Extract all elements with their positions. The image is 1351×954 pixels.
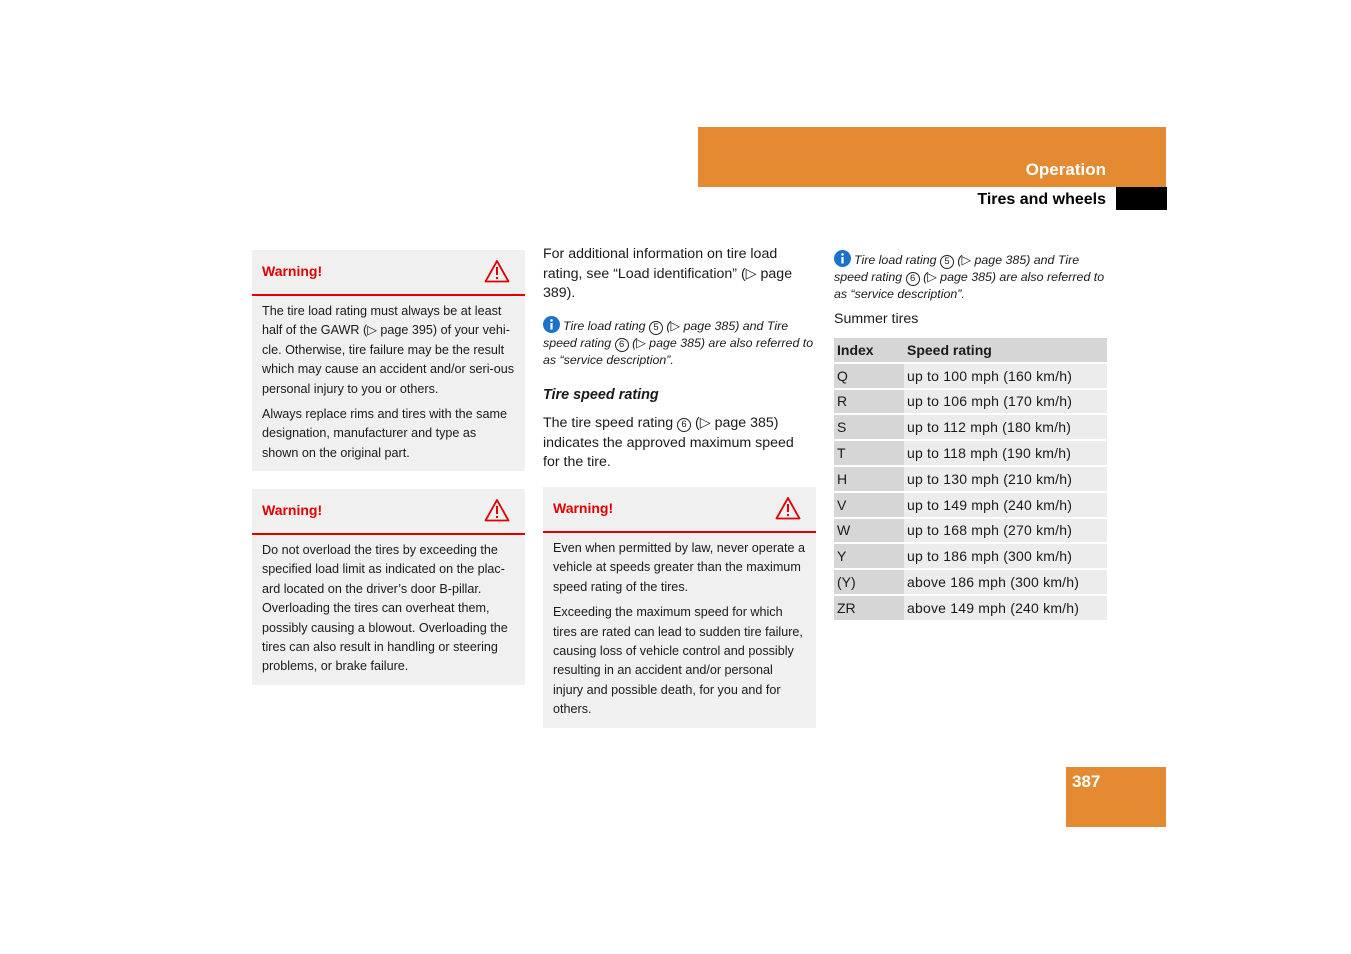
table-row xyxy=(834,441,1107,465)
index-cell: Q xyxy=(834,364,904,388)
warning-box-load-rating xyxy=(252,250,525,471)
warning-title: Warning! xyxy=(262,263,323,279)
subsection-title: Tires and wheels xyxy=(977,191,1106,208)
callout-number: 5 xyxy=(940,255,954,269)
index-cell: S xyxy=(834,415,904,439)
speed-cell: up to 168 mph (270 km/h) xyxy=(904,519,1107,543)
warning-body xyxy=(252,296,525,471)
speed-cell: up to 118 mph (190 km/h) xyxy=(904,441,1107,465)
table-row xyxy=(834,364,1107,388)
table-row xyxy=(834,390,1107,414)
warning-paragraph: Always replace rims and tires with the same designation, manufacturer and type as shown on the original part. xyxy=(262,407,507,460)
index-cell: V xyxy=(834,493,904,517)
speed-cell: up to 186 mph (300 km/h) xyxy=(904,544,1107,568)
warning-box-speed xyxy=(543,487,816,728)
warning-triangle-icon xyxy=(484,498,510,522)
index-cell: R xyxy=(834,390,904,414)
section-title: Operation xyxy=(1025,160,1106,179)
speed-cell: up to 130 mph (210 km/h) xyxy=(904,467,1107,491)
load-info-text: For additional information on tire load rating, see “Load identification” (▷ page 389). xyxy=(543,246,793,301)
speed-rating-table xyxy=(834,336,1107,622)
table-row xyxy=(834,596,1107,620)
info-note: Tire load rating 5 (▷ page 385) and Tire speed rating 6 (▷ page 385) are also referred to as “service description”. xyxy=(834,250,1106,303)
table-header-row xyxy=(834,338,1107,362)
speed-cell: up to 112 mph (180 km/h) xyxy=(904,415,1107,439)
index-cell: Y xyxy=(834,544,904,568)
table-caption: Summer tires xyxy=(834,311,919,327)
index-cell: (Y) xyxy=(834,570,904,594)
speed-cell: up to 106 mph (170 km/h) xyxy=(904,390,1107,414)
warning-paragraph: The tire load rating must always be at least half of the GAWR (▷ page 395) of your vehi-cle. Otherwise, tire failure may be the result which may cause an accident and/or seri-ous personal injury to you or others. xyxy=(262,304,515,396)
speed-cell: up to 149 mph (240 km/h) xyxy=(904,493,1107,517)
index-cell: H xyxy=(834,467,904,491)
info-note: Tire load rating 5 (▷ page 385) and Tire speed rating 6 (▷ page 385) are also referred to as “service description”. xyxy=(543,316,815,369)
warning-header xyxy=(252,250,525,296)
index-cell: ZR xyxy=(834,596,904,620)
warning-paragraph: Even when permitted by law, never operate a vehicle at speeds greater than the maximum speed rating of the tires. xyxy=(553,541,806,594)
index-cell: W xyxy=(834,519,904,543)
warning-header xyxy=(252,489,525,535)
table-row xyxy=(834,544,1107,568)
table-row xyxy=(834,519,1107,543)
info-icon xyxy=(543,316,560,333)
warning-body xyxy=(252,535,525,685)
warning-title: Warning! xyxy=(553,500,614,516)
callout-number: 6 xyxy=(615,338,629,352)
page-number: 387 xyxy=(1072,772,1101,791)
info-icon xyxy=(834,250,851,267)
speed-rating-text: The tire speed rating 6 (▷ page 385) indicates the approved maximum speed for the tire. xyxy=(543,415,794,470)
callout-number: 6 xyxy=(677,418,691,432)
speed-cell: above 149 mph (240 km/h) xyxy=(904,596,1107,620)
warning-header xyxy=(543,487,816,533)
header-marker xyxy=(1116,187,1167,210)
table-row xyxy=(834,570,1107,594)
callout-number: 5 xyxy=(649,321,663,335)
index-cell: T xyxy=(834,441,904,465)
speed-cell: above 186 mph (300 km/h) xyxy=(904,570,1107,594)
column-header-index: Index xyxy=(834,338,904,362)
warning-paragraph: Do not overload the tires by exceeding the specified load limit as indicated on the plac-ard located on the driver’s door B-pillar. Overloading the tires can overheat them, possibly causing a blowout. Overloading the tires can also result in handling or steering problems, or brake failure. xyxy=(262,543,508,674)
warning-box-overload xyxy=(252,489,525,685)
warning-paragraph: Exceeding the maximum speed for which tires are rated can lead to sudden tire failure, causing loss of vehicle control and possibly resulting in an accident and/or personal injury and possible death, for you and for others. xyxy=(553,605,803,717)
warning-body xyxy=(543,533,816,728)
warning-triangle-icon xyxy=(484,259,510,283)
table-row xyxy=(834,467,1107,491)
table-row xyxy=(834,415,1107,439)
callout-number: 6 xyxy=(906,272,920,286)
warning-title: Warning! xyxy=(262,502,323,518)
warning-triangle-icon xyxy=(775,496,801,520)
tire-speed-rating-heading: Tire speed rating xyxy=(543,387,659,403)
table-row xyxy=(834,493,1107,517)
speed-cell: up to 100 mph (160 km/h) xyxy=(904,364,1107,388)
column-header-speed-rating: Speed rating xyxy=(904,338,1107,362)
